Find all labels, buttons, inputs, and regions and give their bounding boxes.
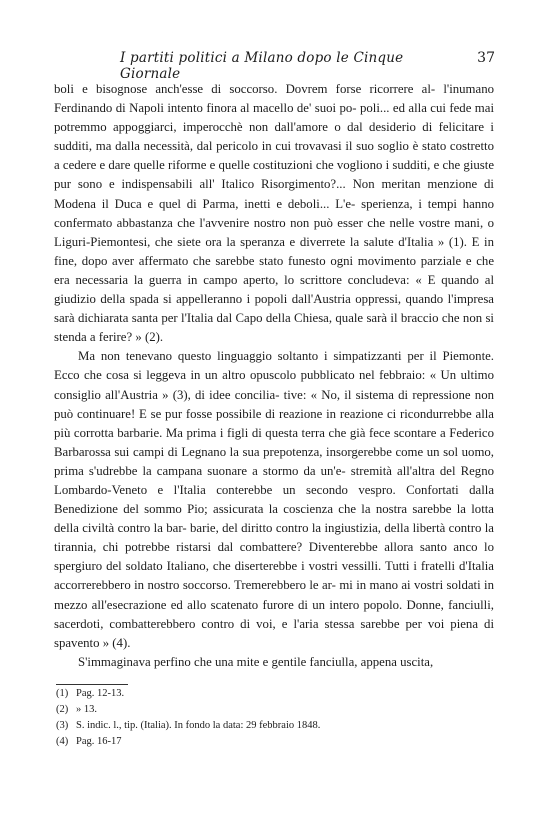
footnote-2 [56, 702, 486, 718]
footnote-number: (2) [56, 704, 69, 715]
paragraph-3: S'immaginava perfino che una mite e gentile fanciulla, appena uscita, [78, 654, 434, 669]
footnote-text: Pag. 12-13. [76, 688, 125, 699]
body-text [54, 80, 494, 672]
running-title: I partiti politici a Milano dopo le Cinque Giornale [120, 50, 404, 82]
paragraph-2: Ma non tenevano questo linguaggio soltanto i simpatizzanti per il Piemonte. Ecco che cosa si leggeva in un altro opuscolo pubblicato nel febbraio: « Un ultimo consiglio all'Austria » (3), di idee concilia- tive: « No, il sistema di repressione non può continuare! E se pur fosse possibile di reazione in reazione ci ricondurrebbe alla più corrotta barbarie. Ma prima i figli di questa terra che già fece scontare a Federico Barbarossa sui campi di Legnano la sua prepotenza, insorgerebbe come un sol uomo, prima s'udrebbe la campana suonare a stormo da un'e- stremità all'altra del Regno Lombardo-Veneto e l'Italia conterebbe un secondo vespro. Confortati dalla Benedizione del sommo Pio; assicurata la coscienza che la nostra sarebbe la lotta della civiltà contro la bar- barie, del diritto contro la ingiustizia, della libertà contro la tirannia, chi potrebbe ristarsi dal combattere? Diventerebbe allora santo anco lo spergiuro del soldato Italiano, che diserterebbe i vostri vessilli. Tutti i fratelli d'Italia accorrerebbero in nostro soccorso. Tremerebbero le ar- mi in mano ai vostri soldati in mezzo all'esecrazione ed allo scatenato furore di un intero popolo. Donne, fanciulli, sacerdoti, combatterebbero contro di voi, e l'aria stessa sarebbe per voi piena di spavento » (4). [54, 349, 494, 650]
footnote-number: (3) [56, 720, 69, 731]
footnote-1 [56, 686, 486, 702]
footnote-text: Pag. 16-17 [76, 736, 122, 747]
footnote-3 [56, 718, 486, 734]
footnotes [56, 686, 486, 750]
footnote-4 [56, 734, 486, 750]
paragraph-1: boli e bisognose anch'esse di soccorso. Dovrem forse ricorrere al- l'inumano Ferdinando di Napoli intento finora al macello de' suoi po- poli... ed alla cui fede mai potremmo appoggiarci, imperocchè non dall'amore o dal desiderio di felicitare i sudditi, ma dalla necessità, dal pericolo in cui trovavasi il suo soglio è stato costretto a cedere e dare quelle riforme e quelle costituzioni che vogliono i sudditi, e che giuste pur sono e indispensabili all' Italico Risorgimento?... Non meritan menzione di Modena il Duca e quel di Parma, inetti e deboli... L'e- sperienza, i tempi hanno confermato abbastanza che l'avvenire nostro non può esser che nelle vostre mani, o Liguri-Piemontesi, che siete ora la speranza e diverrete la salute d'Italia » (1). E in fine, dopo aver affermato che sarebbe stato funesto ogni movimento parziale e che era necessaria la guerra in campo aperto, lo scrittore concludeva: « E quando al giudizio della spada si appelleranno i popoli dall'Austria oppressi, quando l'impresa sarà dichiarata santa per l'Italia dal Capo della Chiesa, quale sarà il braccio che non si stenda a ferire? » (2). [54, 82, 494, 345]
footnote-divider [56, 684, 128, 685]
page-number: 37 [477, 50, 495, 66]
footnote-number: (1) [56, 688, 69, 699]
footnote-text: » 13. [76, 704, 97, 715]
footnote-number: (4) [56, 736, 69, 747]
footnote-text: S. indic. l., tip. (Italia). In fondo la data: 29 febbraio 1848. [76, 720, 321, 731]
